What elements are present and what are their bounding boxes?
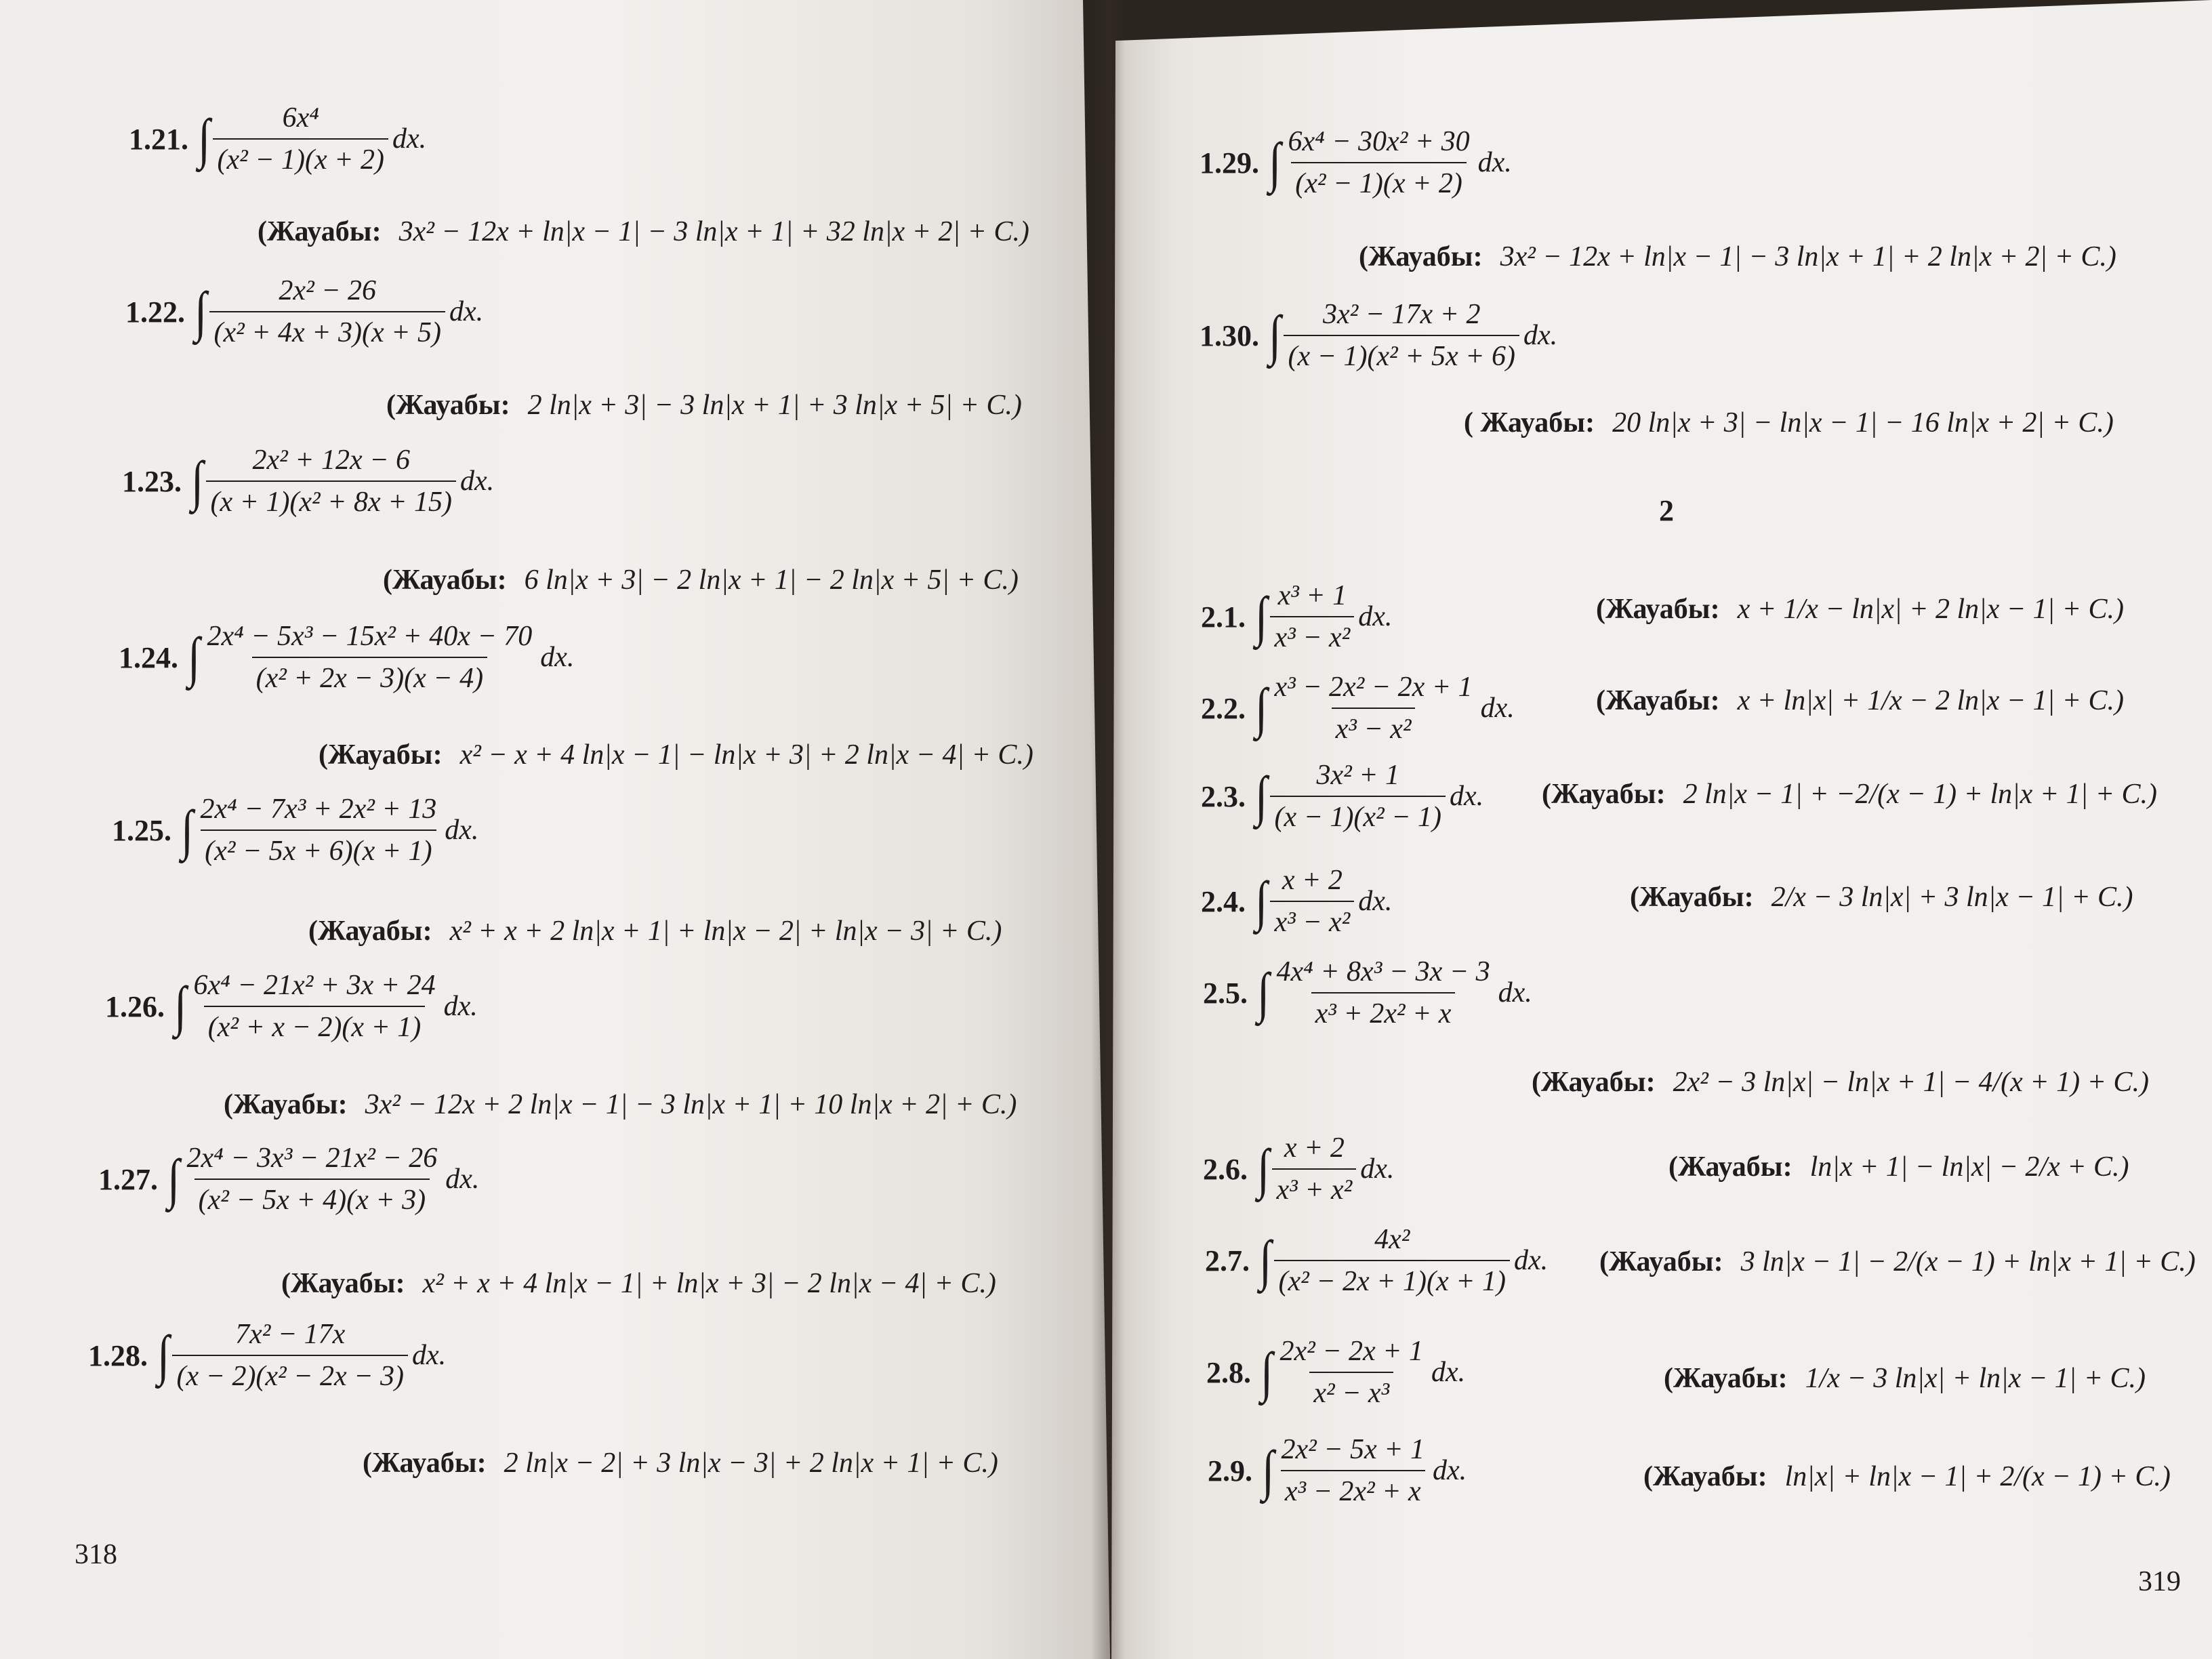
differential: dx. [1358,601,1393,632]
answer-2-7 [1599,1246,2196,1278]
denominator: (x − 1)(x² − 1) [1270,796,1446,834]
problem-1-21 [129,102,426,176]
integral-sign: ∫ [198,108,211,169]
integral-sign: ∫ [1257,962,1270,1023]
integrand [189,969,439,1044]
numerator: x + 2 [1284,1132,1345,1164]
integrand [1270,759,1446,834]
denominator: x³ + 2x² + x [1311,992,1456,1030]
answer-label: (Жауабы: [1359,241,1483,272]
answer-1-25 [308,915,1002,947]
answer-label: ( Жауабы: [1464,407,1595,438]
integral-sign: ∫ [1259,1229,1272,1291]
problem-number: 2.3. [1201,779,1246,813]
problem-number: 1.23. [122,464,182,498]
differential: dx. [1498,977,1532,1008]
answer-2-4 [1630,881,2133,914]
denominator: x³ + x² [1272,1168,1356,1206]
integral-sign: ∫ [188,626,201,688]
numerator: 2x⁴ − 5x³ − 15x² + 40x − 70 [207,621,533,652]
integral-sign: ∫ [181,799,194,861]
answer-label: (Жауабы: [1596,685,1720,716]
numerator: 6x⁴ [282,102,319,134]
integrand [182,1142,441,1216]
problem-1-23 [122,444,494,518]
answer-label: (Жауабы: [363,1448,487,1479]
differential: dx. [445,815,479,846]
answer-1-21 [258,216,1029,248]
denominator: (x² + x − 2)(x + 1) [204,1006,426,1044]
integral-sign: ∫ [1255,586,1268,647]
answer-1-24 [319,739,1033,771]
integrand [1277,1433,1429,1508]
denominator: (x − 1)(x² + 5x + 6) [1284,335,1519,373]
denominator: x³ − x² [1332,708,1416,745]
integrand [1270,671,1476,745]
problem-2-1 [1201,579,1392,654]
answer-label: (Жауабы: [1532,1067,1656,1098]
answer-1-26 [224,1088,1017,1121]
numerator: 2x⁴ − 7x³ + 2x² + 13 [200,794,437,825]
answer-expression: 2 ln|x + 3| − 3 ln|x + 1| + 3 ln|x + 5| + C.) [527,390,1022,421]
answer-expression: 2x² − 3 ln|x| − ln|x + 1| − 4/(x + 1) + C.) [1673,1067,2149,1098]
integral-sign: ∫ [167,1148,180,1210]
problem-number: 1.27. [98,1162,158,1196]
integrand [1274,1223,1510,1298]
answer-expression: 3 ln|x − 1| − 2/(x − 1) + ln|x + 1| + C.) [1740,1246,2196,1277]
integral-sign: ∫ [1255,677,1268,739]
answer-2-5 [1532,1066,2149,1099]
denominator: x³ − x² [1270,901,1354,939]
answer-2-2 [1596,684,2124,717]
answer-label: (Жауабы: [281,1268,405,1299]
answer-expression: x² + x + 4 ln|x − 1| + ln|x + 3| − 2 ln|x − 4| + C.) [422,1268,996,1299]
problem-number: 1.25. [112,813,171,847]
integral-sign: ∫ [1261,1341,1273,1403]
answer-expression: 3x² − 12x + ln|x − 1| − 3 ln|x + 1| + 2 ln|x + 2| + C.) [1500,241,2116,272]
integrand [1270,579,1354,654]
answer-expression: x + ln|x| + 1/x − 2 ln|x − 1| + C.) [1737,685,2125,716]
differential: dx. [540,642,575,673]
differential: dx. [1523,320,1558,351]
answer-2-8 [1664,1362,2146,1395]
problem-2-6 [1203,1132,1394,1206]
numerator: x³ − 2x² − 2x + 1 [1274,672,1473,703]
answer-1-27 [281,1267,996,1300]
numerator: 2x² − 26 [279,275,376,306]
integral-sign: ∫ [194,281,207,342]
numerator: 3x² + 1 [1316,760,1400,791]
differential: dx. [411,1340,447,1371]
problem-1-28 [88,1318,446,1393]
answer-expression: ln|x + 1| − ln|x| − 2/x + C.) [1809,1151,2129,1183]
problem-1-24 [119,620,574,695]
problem-number: 1.21. [129,122,188,156]
numerator: 3x² − 17x + 2 [1322,299,1481,330]
answer-1-28 [363,1447,998,1479]
denominator: x³ − 2x² + x [1281,1470,1425,1508]
answer-label: (Жауабы: [308,916,432,947]
answer-expression: 6 ln|x + 3| − 2 ln|x + 1| − 2 ln|x + 5| + C.) [524,565,1019,596]
answer-1-23 [383,564,1019,596]
numerator: 4x⁴ + 8x³ − 3x − 3 [1276,956,1490,987]
problem-2-8 [1206,1335,1465,1410]
problem-number: 2.8. [1206,1355,1251,1389]
numerator: 7x² − 17x [235,1319,346,1350]
denominator: (x − 2)(x² − 2x − 3) [172,1355,408,1393]
integrand [209,274,445,349]
problem-number: 2.5. [1203,976,1248,1010]
denominator: x³ − x² [1270,616,1354,654]
differential: dx. [445,1164,480,1195]
answer-2-6 [1668,1151,2129,1183]
problem-1-27 [98,1142,479,1216]
denominator: (x² − 1)(x + 2) [1291,162,1467,200]
problem-number: 1.30. [1200,319,1259,352]
numerator: 2x⁴ − 3x³ − 21x² − 26 [186,1143,438,1174]
integrand [1284,125,1473,200]
answer-2-1 [1596,593,2124,626]
problem-number: 2.4. [1201,884,1246,918]
answer-expression: x² − x + 4 ln|x − 1| − ln|x + 3| + 2 ln|x − 4| + C.) [459,739,1033,771]
numerator: 2x² − 5x + 1 [1281,1434,1425,1465]
numerator: 4x² [1374,1224,1410,1255]
integrand [213,102,388,176]
answer-label: (Жауабы: [1596,594,1720,625]
differential: dx. [449,296,484,327]
numerator: 2x² − 2x + 1 [1279,1336,1424,1367]
problem-number: 1.24. [119,640,178,674]
answer-label: (Жауабы: [1664,1363,1788,1394]
answer-label: (Жауабы: [1643,1461,1767,1492]
problem-number: 2.1. [1201,600,1246,634]
answer-label: (Жауабы: [1668,1151,1793,1183]
denominator: (x² − 2x + 1)(x + 1) [1274,1260,1510,1298]
problem-number: 1.26. [105,989,165,1023]
problem-number: 2.6. [1203,1152,1248,1186]
problem-2-7 [1205,1223,1548,1298]
answer-2-3 [1542,778,2157,811]
answer-label: (Жауабы: [319,739,443,771]
differential: dx. [1477,147,1512,178]
answer-label: (Жауабы: [1542,779,1666,810]
differential: dx. [459,466,495,497]
numerator: x + 2 [1282,865,1343,896]
differential: dx. [1431,1357,1466,1388]
problem-1-29 [1200,125,1512,200]
problem-number: 1.28. [88,1338,148,1372]
problem-1-30 [1200,298,1557,373]
section-heading: 2 [1659,494,1674,527]
integrand [1284,298,1519,373]
differential: dx. [443,991,478,1022]
answer-expression: 1/x − 3 ln|x| + ln|x − 1| + C.) [1805,1363,2146,1394]
numerator: 2x² + 12x − 6 [252,445,410,476]
integral-sign: ∫ [1255,870,1268,932]
integrand [203,620,536,695]
problem-2-4 [1201,864,1392,939]
problem-2-2 [1201,671,1515,745]
denominator: (x² − 5x + 6)(x + 1) [201,830,436,867]
problem-number: 2.9. [1208,1454,1252,1488]
denominator: (x² + 2x − 3)(x − 4) [252,657,488,695]
differential: dx. [1358,886,1393,917]
problem-2-9 [1208,1433,1467,1508]
integral-sign: ∫ [191,450,204,512]
answer-expression: x² + x + 2 ln|x + 1| + ln|x − 2| + ln|x − 3| + C.) [449,916,1002,947]
answer-expression: 20 ln|x + 3| − ln|x − 1| − 16 ln|x + 2| + C.) [1612,407,2114,438]
differential: dx. [1513,1245,1549,1276]
problem-1-22 [125,274,483,349]
differential: dx. [392,123,427,155]
answer-expression: x + 1/x − ln|x| + 2 ln|x − 1| + C.) [1737,594,2125,625]
answer-expression: 2 ln|x − 2| + 3 ln|x − 3| + 2 ln|x + 1| + C.) [504,1448,998,1479]
denominator: (x² − 1)(x + 2) [213,138,388,176]
problem-1-25 [112,793,478,867]
answer-1-22 [386,389,1022,422]
integrand [172,1318,408,1393]
answer-expression: ln|x| + ln|x − 1| + 2/(x − 1) + C.) [1784,1461,2171,1492]
integral-sign: ∫ [1269,304,1282,366]
numerator: 6x⁴ − 21x² + 3x + 24 [193,970,436,1001]
answer-1-29 [1359,241,2116,273]
answer-2-9 [1643,1460,2171,1493]
page-number-left: 318 [75,1539,117,1570]
answer-label: (Жауабы: [1599,1246,1723,1277]
integral-sign: ∫ [1255,765,1268,827]
integral-sign: ∫ [1269,131,1282,193]
integrand [1272,956,1494,1030]
answer-1-30 [1464,407,2114,439]
integral-sign: ∫ [1262,1439,1275,1501]
answer-expression: 3x² − 12x + 2 ln|x − 1| − 3 ln|x + 1| + 10 ln|x + 2| + C.) [365,1089,1017,1120]
integrand [1272,1132,1356,1206]
denominator: x² − x³ [1309,1372,1393,1410]
differential: dx. [1449,781,1484,812]
problem-number: 1.29. [1200,146,1259,180]
answer-label: (Жауабы: [224,1089,348,1120]
answer-label: (Жауабы: [1630,882,1754,913]
answer-expression: 2/x − 3 ln|x| + 3 ln|x − 1| + C.) [1771,882,2133,913]
differential: dx. [1480,693,1515,724]
problem-2-3 [1201,759,1483,834]
integral-sign: ∫ [157,1324,170,1386]
problem-number: 2.7. [1205,1244,1250,1277]
problem-number: 2.2. [1201,691,1246,725]
answer-expression: 2 ln|x − 1| + −2/(x − 1) + ln|x + 1| + C.) [1683,779,2158,810]
answer-label: (Жауабы: [258,216,382,247]
page-number-right: 319 [2138,1566,2181,1597]
denominator: (x² − 5x + 4)(x + 3) [194,1179,430,1216]
answer-expression: 3x² − 12x + ln|x − 1| − 3 ln|x + 1| + 32 ln|x + 2| + C.) [398,216,1029,247]
integral-sign: ∫ [174,975,187,1037]
answer-label: (Жауабы: [383,565,507,596]
integral-sign: ∫ [1257,1138,1270,1200]
integrand [206,444,456,518]
numerator: x³ + 1 [1277,580,1347,611]
numerator: 6x⁴ − 30x² + 30 [1288,126,1470,157]
book-gutter [1091,0,1125,1659]
problem-1-26 [105,969,478,1044]
answer-label: (Жауабы: [386,390,510,421]
problem-number: 1.22. [125,295,185,329]
denominator: (x + 1)(x² + 8x + 15) [206,480,456,518]
differential: dx. [1433,1455,1467,1486]
problem-2-5 [1203,956,1532,1030]
differential: dx. [1360,1153,1395,1185]
integrand [1270,864,1354,939]
integrand [196,793,441,867]
integrand [1275,1335,1427,1410]
denominator: (x² + 4x + 3)(x + 5) [209,311,445,349]
